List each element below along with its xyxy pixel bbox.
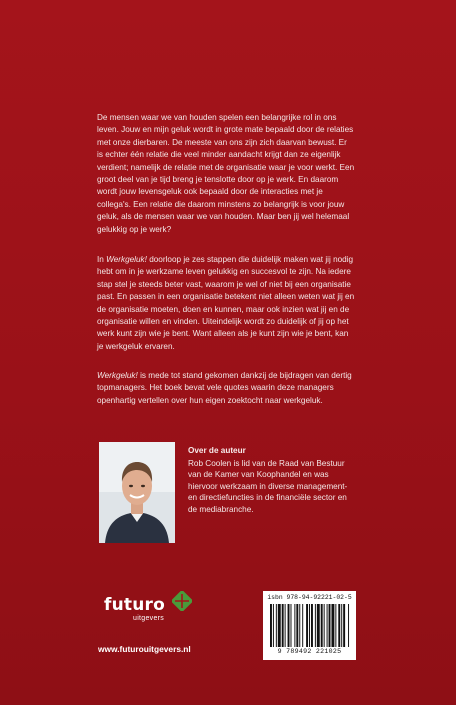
blurb-paragraph-1: [97, 112, 355, 236]
publisher-logo-sub: uitgevers: [133, 615, 165, 622]
book-title-italic-2: Werkgeluk!: [97, 371, 138, 380]
blurb-rest: doorloop je zes stappen die duidelijk maken wat jij nodig hebt om in je werkzame leven gelukkig en succesvol te zijn. Na iedere stap stel je steeds beter vast, waarom je wel of niet bij een organisatie past. En passen in een organisatie betekent niet alleen weten wat jij en de organisatie moeten, doen en kunnen, maar ook inzien wat jij en de organisatie willen en vinden. Uiteindelijk wordt zo duidelijk of jij op het werk kunt zijn wie je bent. Want alleen als je kunt zijn wie je bent, kan je werkgeluk ervaren.: [97, 255, 355, 351]
publisher-leaf-icon: [172, 591, 192, 611]
isbn-text: isbn 978-94-92221-02-5: [267, 594, 352, 601]
blurb-prefix: In: [97, 255, 107, 264]
book-title-italic: Werkgeluk!: [106, 255, 147, 264]
isbn-barcode: [263, 591, 356, 660]
blurb-paragraph-2: [97, 254, 355, 353]
author-portrait-image: [99, 442, 175, 543]
publisher-logo-word: futuro: [104, 595, 165, 615]
barcode-bars: [270, 604, 350, 647]
blurb-text-3: [97, 370, 355, 407]
author-photo: [99, 442, 175, 543]
blurb-text-2: [97, 254, 355, 353]
publisher-website: www.futurouitgevers.nl: [98, 644, 191, 654]
blurb-rest-2: is mede tot stand gekomen dankzij de bijdragen van dertig topmanagers. Het boek bevat vele quotes waarin deze managers openhartig vertellen over hun eigen zoektocht naar werkgeluk.: [97, 371, 352, 405]
blurb-paragraph-3: [97, 370, 355, 407]
barcode-digits: 9 789492 221025: [277, 648, 342, 655]
author-heading: Over de auteur: [188, 446, 246, 455]
publisher-logo: [104, 591, 204, 627]
author-section: [188, 445, 358, 516]
author-bio: Rob Coolen is lid van de Raad van Bestuur van de Kamer van Koophandel en was hiervoor werkzaam in diverse management- en directiefuncties in de financiële sector en de mediabranche.: [188, 458, 348, 514]
blurb-text: De mensen waar we van houden spelen een belangrijke rol in ons leven. Jouw en mijn geluk wordt in grote mate bepaald door de relaties met onze dierbaren. De meeste van ons zijn zich daarvan bewust. Er is echter één relatie die veel minder aandacht krijgt dan ze eigenlijk verdient; namelijk de relatie met de organisatie waar je voor werkt. Een groot deel van je tijd breng je tenslotte door op je werk. En daarom wordt jouw levensgeluk ook bepaald door de interacties met je collega's. Een relatie die daarom minstens zo belangrijk is voor jouw geluk, als de mensen waar we van houden. Maar ben jij wel helemaal gelukkig op je werk?: [97, 113, 355, 234]
